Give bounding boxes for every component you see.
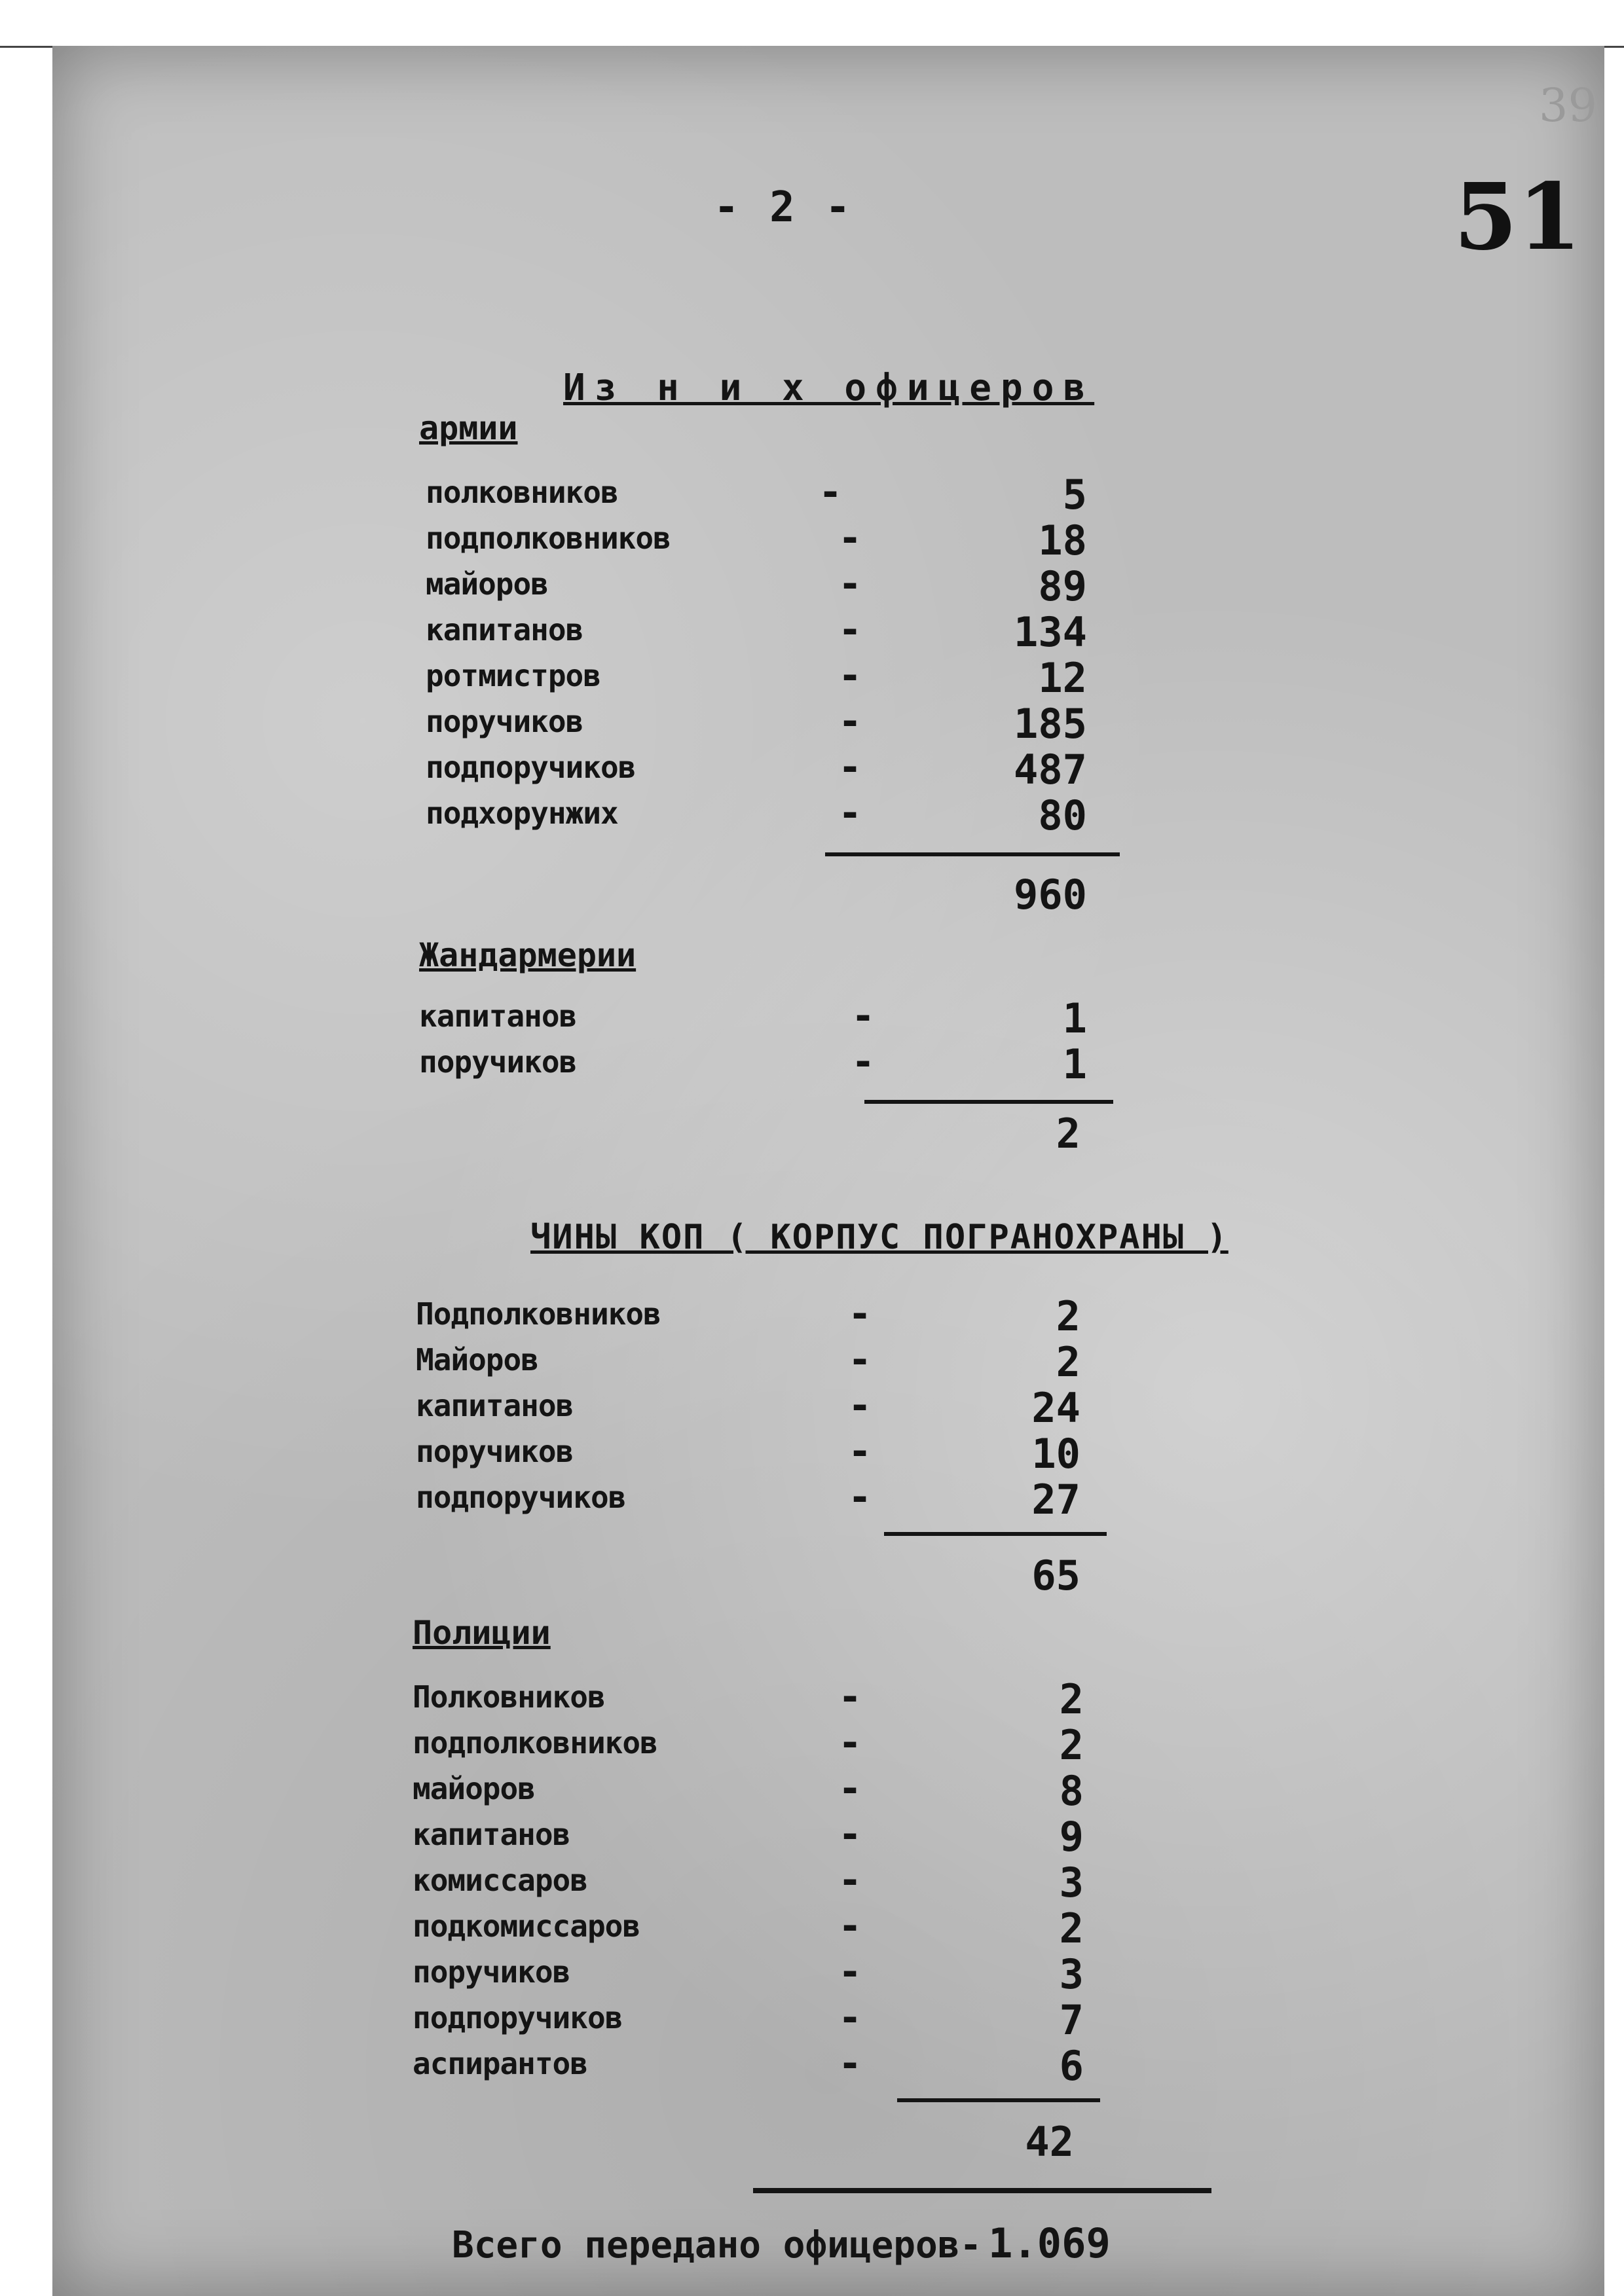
rank-label: капитанов	[413, 1817, 570, 1852]
rank-label: подпоручиков	[416, 1480, 626, 1515]
dash-separator: -	[838, 607, 862, 653]
rank-label: подполковников	[426, 520, 671, 556]
section-heading-border-corps: ЧИНЫ КОП ( КОРПУС ПОГРАНОХРАНЫ )	[530, 1218, 1228, 1257]
rank-label: поручиков	[416, 1434, 574, 1469]
dash-separator: -	[838, 561, 862, 607]
rank-count: 2	[1056, 1292, 1080, 1340]
rank-label: Подполковников	[416, 1296, 661, 1332]
dash-separator: -	[838, 1903, 862, 1949]
scan-top-edge	[0, 0, 1624, 48]
rank-label: полковников	[426, 475, 618, 510]
rank-label: майоров	[413, 1771, 535, 1806]
dash-separator: -	[838, 744, 862, 790]
grand-total-line	[452, 2219, 1111, 2267]
grand-total-label: Всего передано офицеров-	[452, 2224, 982, 2267]
subtotal-rule	[864, 1100, 1113, 1104]
dash-separator: -	[838, 790, 862, 836]
rank-count: 18	[1038, 517, 1087, 564]
dash-separator: -	[838, 515, 862, 561]
rank-count: 6	[1059, 2042, 1084, 2090]
rank-label: майоров	[426, 566, 548, 602]
rank-label: поручиков	[426, 704, 583, 739]
rank-label: капитанов	[416, 1388, 574, 1423]
rank-label: капитанов	[419, 998, 577, 1034]
rank-label: ротмистров	[426, 658, 600, 693]
rank-count: 487	[1014, 746, 1087, 793]
rank-label: поручиков	[419, 1044, 577, 1080]
rank-count: 2	[1056, 1338, 1080, 1386]
subtotal-rule	[897, 2098, 1100, 2102]
rank-count: 2	[1059, 1675, 1084, 1723]
rank-count: 8	[1059, 1767, 1084, 1815]
subtotal-army: 960	[1014, 871, 1087, 919]
rank-count: 12	[1038, 654, 1087, 702]
dash-separator: -	[851, 993, 876, 1039]
dash-separator: -	[838, 699, 862, 744]
rank-count: 89	[1038, 562, 1087, 610]
grand-total-rule	[753, 2188, 1211, 2193]
document-page	[52, 46, 1604, 2296]
dash-separator: -	[838, 1949, 862, 1995]
rank-label: капитанов	[426, 612, 583, 647]
rank-label: подполковников	[413, 1725, 657, 1760]
rank-count: 2	[1059, 1904, 1084, 1952]
rank-count: 10	[1031, 1430, 1080, 1478]
rank-label: подкомиссаров	[413, 1908, 640, 1944]
subtotal-rule	[825, 852, 1120, 856]
dash-separator: -	[819, 469, 843, 515]
rank-count: 24	[1031, 1384, 1080, 1432]
dash-separator: -	[838, 1674, 862, 1720]
dash-separator: -	[838, 1720, 862, 1766]
rank-count: 1	[1062, 1040, 1087, 1088]
dash-separator: -	[848, 1291, 872, 1337]
dash-separator: -	[838, 1857, 862, 1903]
section-heading-army: армии	[419, 409, 518, 447]
rank-count: 3	[1059, 1950, 1084, 1998]
rank-label: Майоров	[416, 1342, 538, 1377]
rank-count: 2	[1059, 1721, 1084, 1769]
rank-count: 185	[1014, 700, 1087, 748]
page-indicator: - 2 -	[714, 183, 853, 232]
subtotal-rule	[884, 1532, 1107, 1536]
subtotal-police: 42	[1025, 2118, 1074, 2166]
main-heading: Из н и х офицеров	[563, 367, 1095, 409]
dash-separator: -	[838, 1766, 862, 1812]
rank-count: 134	[1014, 608, 1087, 656]
dash-separator: -	[838, 653, 862, 699]
rank-count: 27	[1031, 1476, 1080, 1523]
page-number-faint: 39	[1539, 79, 1598, 132]
subtotal-gendarmerie: 2	[1056, 1110, 1080, 1157]
rank-label: подхорунжих	[426, 795, 618, 831]
subtotal-border-corps: 65	[1031, 1552, 1080, 1599]
rank-label: подпоручиков	[413, 2000, 623, 2035]
section-heading-police: Полиции	[413, 1614, 551, 1652]
dash-separator: -	[848, 1337, 872, 1383]
rank-label: подпоручиков	[426, 750, 636, 785]
dash-separator: -	[851, 1039, 876, 1085]
page-number-handwritten: 51	[1454, 164, 1581, 271]
rank-count: 5	[1062, 471, 1087, 519]
dash-separator: -	[848, 1383, 872, 1429]
rank-count: 80	[1038, 792, 1087, 839]
dash-separator: -	[848, 1474, 872, 1520]
grand-total-value: 1.069	[988, 2219, 1111, 2267]
rank-label: аспирантов	[413, 2046, 587, 2081]
rank-label: комиссаров	[413, 1863, 587, 1898]
rank-count: 9	[1059, 1813, 1084, 1861]
section-heading-gendarmerie: Жандармерии	[419, 936, 637, 974]
rank-count: 1	[1062, 994, 1087, 1042]
dash-separator: -	[838, 2041, 862, 2086]
rank-count: 3	[1059, 1859, 1084, 1906]
rank-label: поручиков	[413, 1954, 570, 1990]
dash-separator: -	[838, 1812, 862, 1857]
dash-separator: -	[848, 1429, 872, 1474]
rank-count: 7	[1059, 1996, 1084, 2044]
rank-label: Полковников	[413, 1679, 605, 1715]
dash-separator: -	[838, 1995, 862, 2041]
